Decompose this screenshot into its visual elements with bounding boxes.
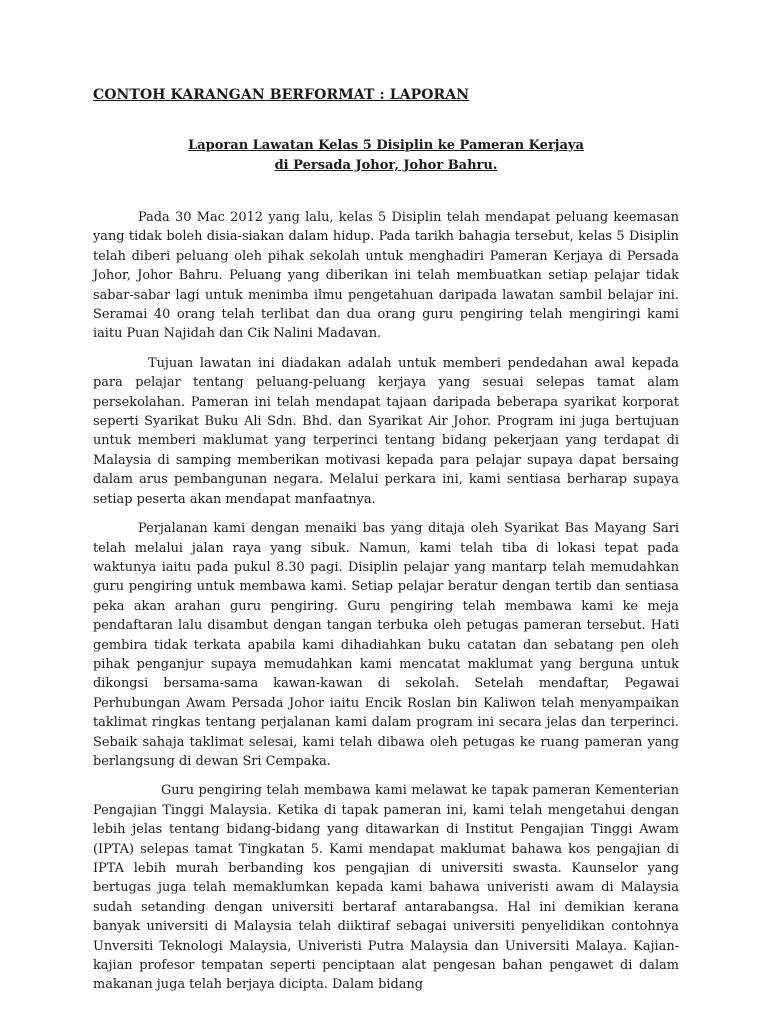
report-title bbox=[93, 136, 679, 176]
paragraph-2: Tujuan lawatan ini diadakan adalah untuk memberi pendedahan awal kepada para pelajar tentang peluang-peluang kerjaya yang sesuai selepas tamat alam persekolahan. Pameran ini telah mendapat tajaan daripada beberapa syarikat korporat seperti Syarikat Buku Ali Sdn. Bhd. dan Syarikat Air Johor. Program ini juga bertujuan untuk memberi maklumat yang terperinci tentang bidang pekerjaan yang terdapat di Malaysia di samping memberikan motivasi kepada para pelajar supaya dapat bersaing dalam arus pembangunan negara. Melalui perkara ini, kami sentiasa berharap supaya setiap peserta akan mendapat manfaatnya. bbox=[93, 355, 679, 507]
report-body bbox=[93, 208, 679, 1005]
paragraph-4: Guru pengiring telah membawa kami melawat ke tapak pameran Kementerian Pengajian Tinggi Malaysia. Ketika di tapak pameran ini, kami telah mengetahui dengan lebih jelas tentang bidang-bidang yang ditawarkan di Institut Pengajian Tinggi Awam (IPTA) selepas tamat Tingkatan 5. Kami mendapat maklumat bahawa kos pengajian di IPTA lebih murah berbanding kos pengajian di universiti swasta. Kaunselor yang bertugas juga telah memaklumkan kepada kami bahawa univeristi awam di Malaysia sudah setanding dengan universiti bertaraf antarabangsa. Hal ini demikian kerana banyak universiti di Malaysia telah diiktiraf sebagai universiti penyelidikan contohnya Unversiti Teknologi Malaysia, Univeristi Putra Malaysia dan Universiti Malaya. Kajian-kajian profesor tempatan seperti penciptaan alat pengesan bahan pengawet di dalam makanan juga telah berjaya dicipta. Dalam bidang bbox=[93, 783, 679, 993]
document-heading: CONTOH KARANGAN BERFORMAT : LAPORAN bbox=[93, 87, 470, 103]
report-title-line-2: di Persada Johor, Johor Bahru. bbox=[274, 158, 498, 173]
report-title-line-1: Laporan Lawatan Kelas 5 Disiplin ke Pameran Kerjaya bbox=[188, 138, 584, 153]
paragraph-3: Perjalanan kami dengan menaiki bas yang ditaja oleh Syarikat Bas Mayang Sari telah melalui jalan raya yang sibuk. Namun, kami telah tiba di lokasi tepat pada waktunya iaitu pada pukul 8.30 pagi. Disiplin pelajar yang mantarp telah memudahkan guru pengiring untuk membawa kami. Setiap pelajar beratur dengan tertib dan sentiasa peka akan arahan guru pengiring. Guru pengiring telah membawa kami ke meja pendaftaran lalu disambut dengan tangan terbuka oleh petugas pameran tersebut. Hati gembira tidak terkata apabila kami dihadiahkan buku catatan dan sebatang pen oleh pihak penganjur supaya memudahkan kami mencatat maklumat yang berguna untuk dikongsi bersama-sama kawan-kawan di sekolah. Setelah mendaftar, Pegawai Perhubungan Awam Persada Johor iaitu Encik Roslan bin Kaliwon telah menyampaikan taklimat ringkas tentang perjalanan kami dalam program ini secara jelas dan terperinci. Sebaik sahaja taklimat selesai, kami telah dibawa oleh petugas ke ruang pameran yang berlangsung di dewan Sri Cempaka. bbox=[93, 521, 679, 769]
paragraph-1: Pada 30 Mac 2012 yang lalu, kelas 5 Disiplin telah mendapat peluang keemasan yang tidak boleh disia-siakan dalam hidup. Pada tarikh bahagia tersebut, kelas 5 Disiplin telah diberi peluang oleh pihak sekolah untuk menghadiri Pameran Kerjaya di Persada Johor, Johor Bahru. Peluang yang diberikan ini telah membuatkan setiap pelajar tidak sabar-sabar lagi untuk menimba ilmu pengetahuan daripada lawatan sambil belajar ini. Seramai 40 orang telah terlibat dan dua orang guru pengiring telah mengiringi kami iaitu Puan Najidah dan Cik Nalini Madavan. bbox=[93, 210, 679, 342]
